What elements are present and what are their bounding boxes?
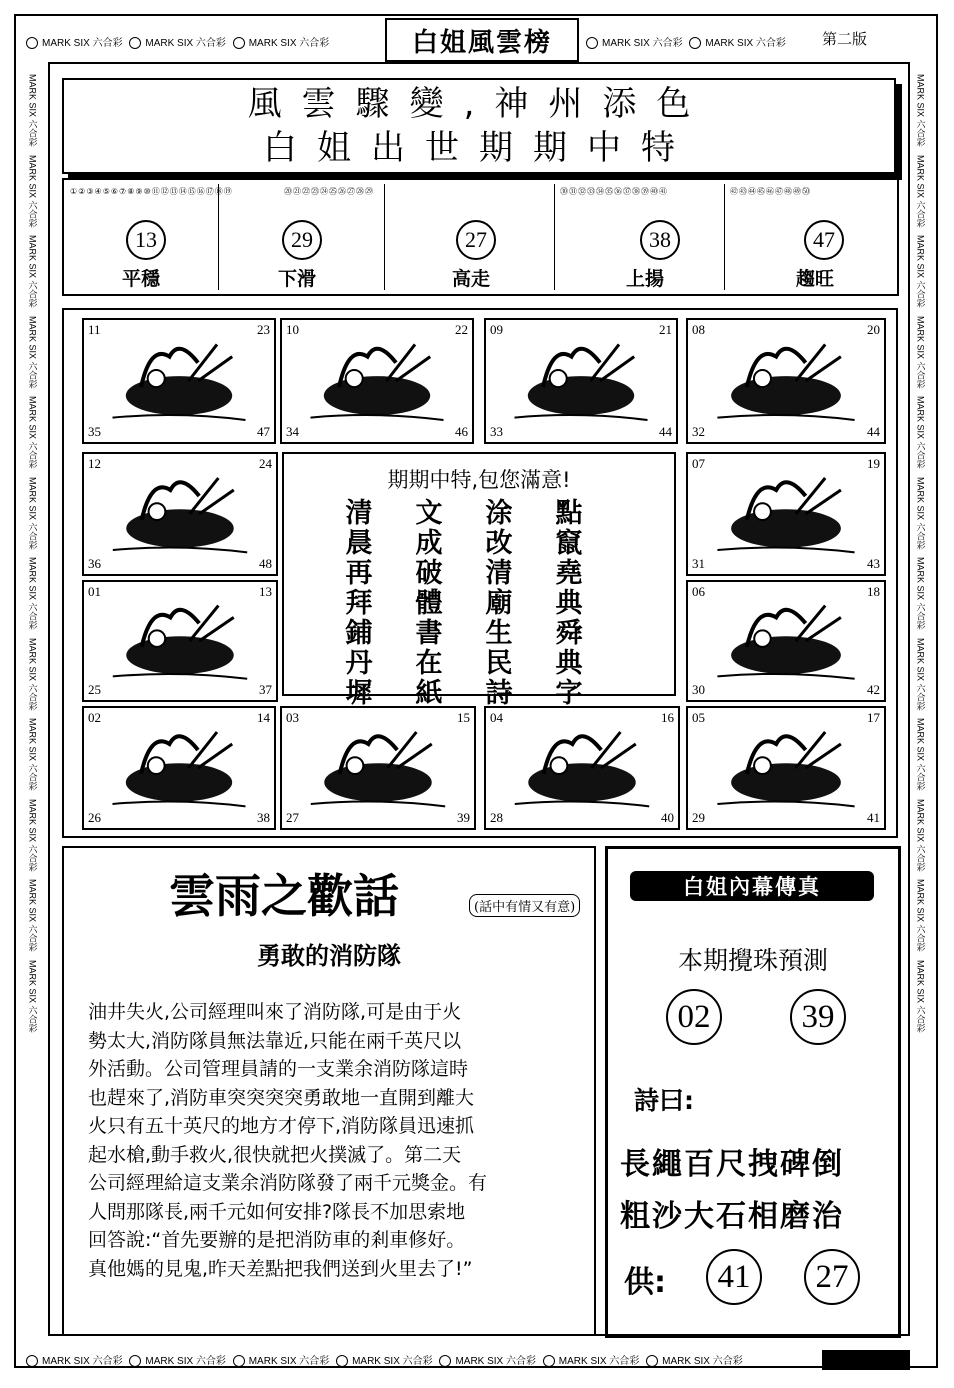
grid-char: 改: [485, 528, 513, 559]
picture-number: 35: [88, 424, 101, 439]
story-text: [88, 998, 584, 1283]
gong-label: 供:: [624, 1265, 666, 1300]
ink-painting-illustration: [84, 454, 276, 574]
grid-char: 在: [415, 648, 443, 679]
picture-number: 01: [88, 584, 101, 599]
grid-char: 堯: [555, 558, 583, 589]
number-col-4: [554, 180, 724, 294]
picture-number: 16: [661, 710, 674, 725]
grid-char: 丹: [345, 648, 373, 679]
picture-number: 28: [490, 810, 503, 825]
ink-painting-illustration: [84, 320, 274, 442]
picture-number: 15: [457, 710, 470, 725]
ink-painting-illustration: [688, 582, 884, 700]
side-panel: [605, 846, 901, 1338]
gong-number-1: 41: [706, 1249, 762, 1305]
picture-number: 22: [455, 322, 468, 337]
grid-char: 破: [415, 558, 443, 589]
story-subtitle: (話中有情又有意): [469, 894, 580, 917]
picture-number: 03: [286, 710, 299, 725]
story-line: 也趕來了,消防車突突突突勇敢地一直開到離大: [88, 1086, 475, 1109]
number-range-2: ⑳㉑㉒㉓㉔㉕㉖㉗㉘㉙: [284, 187, 374, 196]
grid-char: 成: [415, 528, 443, 559]
number-circle: 27: [456, 220, 496, 260]
picture-number: 25: [88, 682, 101, 697]
ink-painting-illustration: [84, 582, 276, 700]
picture-number: 44: [867, 424, 880, 439]
picture-number: 05: [692, 710, 705, 725]
picture-number: 24: [259, 456, 272, 471]
picture-number: 04: [490, 710, 503, 725]
number-circle: 38: [640, 220, 680, 260]
grid-char: 拜: [345, 588, 373, 619]
side-banner: 白姐內幕傳真: [630, 871, 874, 901]
story-line: 起水槍,動手救火,很快就把火撲滅了。第二天: [88, 1143, 462, 1166]
story-box: [62, 846, 596, 1336]
number-bar: [62, 178, 899, 296]
picture-number: 33: [490, 424, 503, 439]
number-circle: 47: [804, 220, 844, 260]
trend-label: 下滑: [278, 268, 317, 290]
number-circle: 29: [282, 220, 322, 260]
grid-char: 涂: [485, 498, 513, 529]
picture-panel: [82, 580, 278, 702]
grid-char: 點: [555, 498, 583, 529]
headline-line-1: 風雲驟變,神州添色: [247, 84, 711, 124]
picture-number: 18: [867, 584, 880, 599]
grid-char: 字: [555, 678, 583, 709]
grid-char: 紙: [415, 678, 443, 709]
picture-number: 02: [88, 710, 101, 725]
picture-number: 42: [867, 682, 880, 697]
picture-panel: [280, 706, 476, 830]
gong-number-2: 27: [804, 1249, 860, 1305]
edition-label: 第二版: [822, 30, 868, 48]
number-circle: 13: [126, 220, 166, 260]
picture-number: 38: [257, 810, 270, 825]
picture-number: 34: [286, 424, 299, 439]
ink-painting-illustration: [688, 708, 884, 828]
headline-box: [62, 78, 896, 174]
picture-panel: [484, 318, 678, 444]
picture-number: 48: [259, 556, 272, 571]
poem-line-2: 粗沙大石相磨治: [620, 1199, 844, 1234]
story-line: 回答說:“首先要辦的是把消防車的剎車修好。: [88, 1229, 466, 1251]
picture-number: 10: [286, 322, 299, 337]
top-border-strip-right: MARK SIX 六合彩 MARK SIX 六合彩: [582, 34, 786, 49]
picture-number: 13: [259, 584, 272, 599]
picture-number: 07: [692, 456, 705, 471]
number-col-2: [218, 180, 384, 294]
picture-number: 17: [867, 710, 880, 725]
picture-number: 23: [257, 322, 270, 337]
picture-number: 39: [457, 810, 470, 825]
grid-char: 典: [555, 648, 583, 679]
story-line: 火只有五十英尺的地方才停下,消防隊員迅速抓: [88, 1115, 475, 1137]
picture-number: 44: [659, 424, 672, 439]
ink-painting-illustration: [282, 320, 472, 442]
trend-label: 高走: [452, 268, 491, 290]
picture-number: 11: [88, 322, 101, 337]
story-line: 外活動。公司管理員請的一支業余消防隊這時: [88, 1058, 469, 1080]
picture-number: 09: [490, 322, 503, 337]
grid-char: 生: [485, 618, 513, 649]
bottom-border-strip: MARK SIX 六合彩 MARK SIX 六合彩 MARK SIX 六合彩 MARK SIX 六合彩 MARK SIX 六合彩 MARK SIX 六合彩 MARK SIX 六合彩: [22, 1352, 743, 1367]
prediction-number-1: 02: [666, 989, 722, 1045]
story-line: 油井失火,公司經理叫來了消防隊,可是由于火: [88, 1001, 462, 1023]
grid-char: 清: [485, 558, 513, 589]
grid-char: 清: [345, 498, 373, 529]
picture-number: 21: [659, 322, 672, 337]
grid-char: 再: [345, 558, 373, 589]
left-border-strip: MARK SIX 六合彩 MARK SIX 六合彩 MARK SIX 六合彩 MARK SIX 六合彩 MARK SIX 六合彩 MARK SIX 六合彩 MARK SIX 六合彩 MARK SIX 六合彩 MARK SIX 六合彩 MARK SIX 六合彩 MARK SIX 六合彩 MARK SIX 六合彩: [27, 74, 38, 1033]
story-line: 勢太大,消防隊員無法靠近,只能在兩千英尺以: [88, 1029, 462, 1052]
ink-painting-illustration: [486, 708, 678, 828]
story-title: 雲雨之歡話: [169, 869, 399, 923]
picture-number: 20: [867, 322, 880, 337]
prediction-number-2: 39: [790, 989, 846, 1045]
character-grid: [324, 500, 604, 708]
story-heading: 勇敢的消防隊: [257, 942, 401, 970]
number-col-5: [724, 180, 894, 294]
picture-number: 06: [692, 584, 705, 599]
right-border-strip: MARK SIX 六合彩 MARK SIX 六合彩 MARK SIX 六合彩 MARK SIX 六合彩 MARK SIX 六合彩 MARK SIX 六合彩 MARK SIX 六合彩 MARK SIX 六合彩 MARK SIX 六合彩 MARK SIX 六合彩 MARK SIX 六合彩 MARK SIX 六合彩: [915, 74, 926, 1033]
picture-panel: [82, 452, 278, 576]
corner-block: [822, 1350, 910, 1370]
number-range-4: ㊷㊸㊹㊺㊻㊼㊽㊾㊿: [730, 187, 811, 196]
center-panel: [282, 452, 676, 709]
picture-number: 12: [88, 456, 101, 471]
top-border-strip: MARK SIX 六合彩 MARK SIX 六合彩 MARK SIX 六合彩: [22, 34, 329, 49]
picture-panel: [82, 706, 276, 830]
grid-char: 典: [555, 588, 583, 619]
grid-char: 詩: [485, 678, 513, 709]
grid-char: 竄: [555, 528, 583, 559]
grid-char: 文: [415, 498, 443, 529]
number-range-1: ①②③④⑤⑥⑦⑧⑨⑩⑪⑫⑬⑭⑮⑯⑰⑱⑲: [70, 187, 233, 196]
picture-number: 36: [88, 556, 101, 571]
poem-line-1: 長繩百尺拽碑倒: [620, 1147, 844, 1182]
center-panel-title: 期期中特,包您滿意!: [387, 468, 571, 492]
picture-panel: [82, 318, 276, 444]
ink-painting-illustration: [688, 320, 884, 442]
picture-panel: [686, 452, 886, 576]
poem-label: 詩曰:: [634, 1086, 694, 1115]
picture-number: 31: [692, 556, 705, 571]
picture-panel: [686, 580, 886, 702]
picture-number: 27: [286, 810, 299, 825]
picture-number: 40: [661, 810, 674, 825]
grid-char: 書: [415, 618, 443, 649]
picture-number: 26: [88, 810, 101, 825]
number-range-3: ㉚㉛㉜㉝㉞㉟㊱㊲㊳㊴㊵㊶: [560, 187, 668, 196]
picture-number: 30: [692, 682, 705, 697]
grid-char: 體: [415, 588, 443, 619]
picture-panel: [686, 706, 886, 830]
prediction-label: 本期攪珠預測: [677, 946, 828, 975]
story-line: 人問那隊長,兩千元如何安排?隊長不加思索地: [88, 1200, 466, 1223]
picture-number: 32: [692, 424, 705, 439]
grid-char: 民: [485, 648, 513, 679]
picture-number: 43: [867, 556, 880, 571]
picture-number: 41: [867, 810, 880, 825]
picture-number: 47: [257, 424, 270, 439]
grid-char: 晨: [345, 528, 373, 559]
picture-number: 14: [257, 710, 270, 725]
trend-label: 趨旺: [796, 268, 835, 290]
story-line: 公司經理給這支業余消防隊發了兩千元獎金。有: [88, 1172, 488, 1194]
grid-char: 鋪: [345, 618, 373, 649]
ink-painting-illustration: [486, 320, 676, 442]
trend-label: 平穩: [122, 268, 161, 290]
picture-panel: [686, 318, 886, 444]
picture-number: 46: [455, 424, 468, 439]
number-col-1: [64, 180, 233, 294]
headline-line-2: 白姐出世期期中特: [263, 128, 695, 168]
picture-number: 37: [259, 682, 272, 697]
story-line: 真他媽的見鬼,昨天差點把我們送到火里去了!”: [88, 1257, 473, 1280]
picture-number: 19: [867, 456, 880, 471]
grid-char: 舜: [555, 618, 583, 649]
ink-painting-illustration: [282, 708, 474, 828]
grid-char: 墀: [345, 678, 373, 709]
grid-char: 廟: [485, 588, 513, 619]
page-title: 白姐風雲榜: [385, 18, 579, 62]
picture-panel: [280, 318, 474, 444]
ink-painting-illustration: [688, 454, 884, 574]
picture-number: 08: [692, 322, 705, 337]
ink-painting-illustration: [84, 708, 274, 828]
picture-number: 29: [692, 810, 705, 825]
trend-label: 上揚: [626, 268, 665, 290]
picture-panel: [484, 706, 680, 830]
